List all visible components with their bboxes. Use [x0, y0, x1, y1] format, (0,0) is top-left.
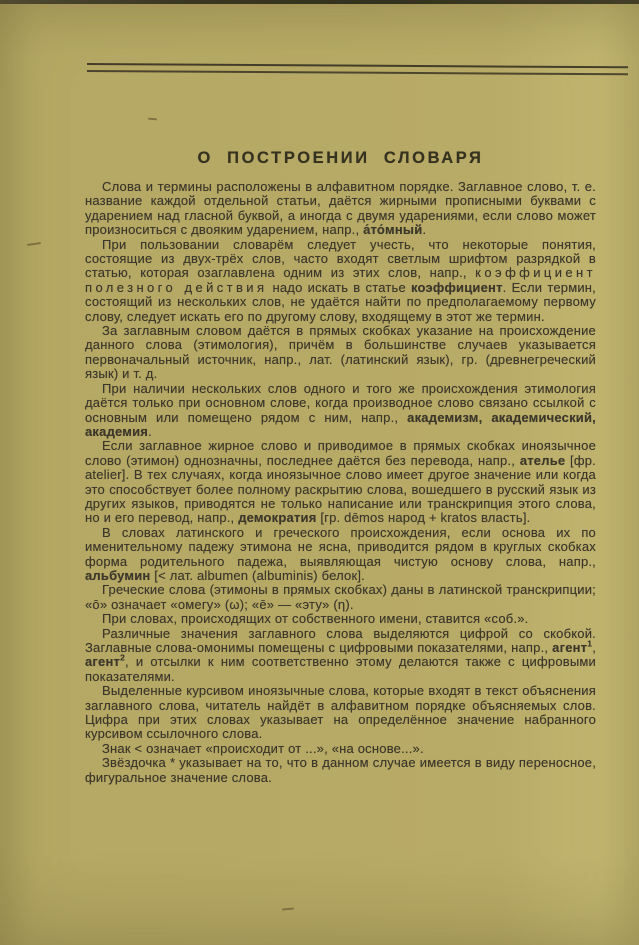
text-segment: коэффициент: [411, 279, 503, 295]
paper-speck: [148, 118, 157, 121]
text-segment: За заглавным словом даётся в прямых скобках указание на происхождение данного слова (этимология), причём в большинстве случаев указывается первоначальный источник, напр., лат. (латинский язык), гр. (древнегреческий язык) и т. д.: [85, 323, 596, 382]
paragraph: [85, 526, 596, 584]
text-segment: 2: [120, 653, 126, 664]
text-segment: Звёздочка * указывает на то, что в данном случае имеется в виду переносное, фигуральное значение слова.: [85, 755, 596, 785]
text-segment: Знак < означает «происходит от ...», «на основе...».: [102, 740, 424, 756]
text-segment: Греческие слова (этимоны в прямых скобках) даны в латинской транскрипции; «ō» означает «омегу» (ω); «ē» — «эту» (η).: [85, 582, 596, 612]
text-segment: агент: [85, 654, 121, 670]
paragraph: [85, 439, 596, 525]
text-segment: альбумин: [85, 567, 151, 583]
text-segment: Различные значения заглавного слова выделяются цифрой со скобкой. Заглавные слова-омонимы помещены с цифровыми показателями, напр.,: [85, 625, 596, 655]
paragraph: [85, 583, 596, 612]
paragraph: [85, 180, 596, 238]
text-segment: агент: [552, 640, 588, 655]
text-segment: При словах, происходящих от собственного имени, ставится «соб.».: [102, 611, 529, 627]
paragraph: [85, 612, 596, 626]
text-segment: .: [148, 423, 152, 439]
text-segment: а́то́мный: [363, 222, 423, 238]
text-segment: [< лат. albumen (albuminis) белок].: [150, 567, 365, 583]
paragraph: [85, 756, 596, 785]
text-segment: При наличии нескольких слов одного и того же происхождения этимология даётся только при основном слове, когда производное слово связано ссылкой с основным или помещено рядом с ним, напр.,: [85, 380, 596, 425]
text-segment: .: [422, 222, 427, 238]
text-segment: В словах латинского и греческого происхождения, если основа их по именительному падежу этимона не ясна, приводится рядом в круглых скобках форма родительного падежа, выявляющая чистую основу слова, напр.,: [85, 524, 596, 569]
text-segment: При пользовании словарём следует учесть, что некоторые понятия, состоящие из двух-трёх слов, часто входят светлым шрифтом разрядкой в статью, которая озаглавлена одним из этих слов, напр.,: [85, 236, 596, 281]
text-segment: коэффициент полезного действия: [85, 265, 596, 295]
text-segment: Если заглавное жирное слово и приводимое в прямых скобках иноязычное слово (этимон) однозначны, последнее даётся без перевода, напр.,: [85, 438, 596, 468]
text-segment: академизм, академический, академия: [85, 409, 596, 439]
text-segment: надо искать в статье: [267, 279, 411, 295]
text-segment: ,: [592, 640, 596, 655]
paragraph: [85, 382, 596, 440]
text-segment: ателье: [519, 452, 566, 468]
text-segment: Слова и термины расположены в алфавитном порядке. Заглавное слово, т. е. название каждой отдельной статьи, даётся жирными прописными буквами с ударением над гласной буквой, а иногда с двумя ударениями, если слово может произноситься с двояким ударением, напр.,: [85, 179, 596, 238]
paper-speck: [282, 907, 294, 910]
paragraph: [85, 324, 596, 382]
page-top-edge: [0, 0, 639, 4]
text-segment: [фр. atelier]. В тех случаях, когда иноязычное слово имеет другое значение или когда это способствует более полному раскрытию слова, вошедшего в русский язык из других языков, приводятся не только написание или транскрипция этого слова, но и его перевод, напр.,: [85, 452, 596, 526]
text-segment: Выделенные курсивом иноязычные слова, которые входят в текст объяснения заглавного слова, читатель найдёт в алфавитном порядке объясняемых слов. Цифра при этих словах указывает на определённое значение набранного курсивом ссылочного слова.: [85, 683, 596, 742]
text-segment: [гр. dēmos народ + kratos власть].: [316, 510, 531, 526]
paragraph: [85, 742, 596, 756]
double-rule: [87, 63, 628, 75]
text-segment: 1: [587, 638, 593, 649]
text-segment: , и отсылки к ним соответственно этому делаются также с цифровыми показателями.: [85, 654, 596, 684]
paper-speck: [27, 242, 41, 246]
paragraph: [85, 627, 596, 685]
page-title: О ПОСТРОЕНИИ СЛОВАРЯ: [197, 149, 484, 167]
text-segment: . Если термин, состоящий из нескольких слов, не удаётся найти по предполагаемому первому слову, следует искать его по другому слову, входящему в этот же термин.: [85, 279, 596, 324]
paragraph: [85, 684, 596, 742]
paragraphs: [85, 180, 596, 785]
paragraph: [85, 238, 596, 324]
page-body: [85, 149, 596, 785]
text-segment: демократия: [238, 510, 317, 526]
